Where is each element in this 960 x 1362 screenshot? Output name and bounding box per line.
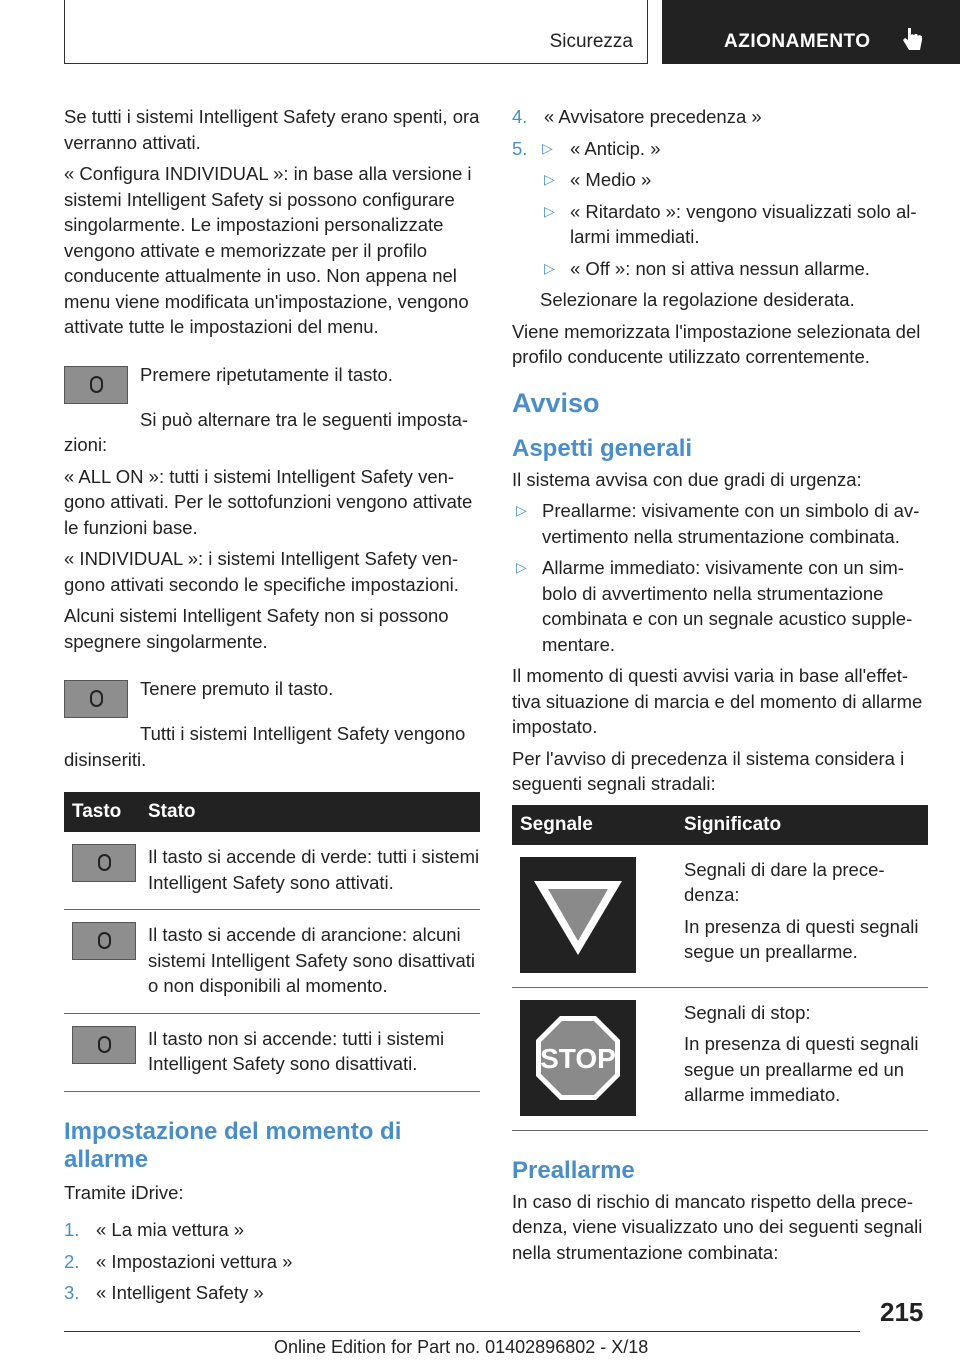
list-item: 4. « Avvisatore precedenza »	[512, 106, 762, 127]
list-item: ▷ « Ritardato »: vengono visualizzati solo allarmi immediati.	[540, 199, 928, 250]
paragraph: Il momento di questi avvisi varia in base all'effettiva situazione di marcia e del momento di allarme impostato.	[512, 665, 923, 737]
paragraph: « INDIVIDUAL »: i sistemi Intelligent Safety vengono attivati secondo le specifiche impostazioni.	[64, 548, 459, 595]
table-cell: Il tasto non si accende: tutti i sistemi Intelligent Safety sono disattivati.	[140, 1013, 480, 1091]
right-column	[512, 104, 928, 1265]
paragraph: Tutti i sistemi Intelligent Safety vengono disinseriti.	[64, 723, 466, 770]
option-list	[512, 167, 928, 281]
paragraph: Il sistema avvisa con due gradi di urgenza:	[512, 468, 862, 490]
list-item: 5. ▷ « Anticip. »	[512, 137, 661, 159]
table-cell: Il tasto si accende di arancione: alcuni sistemi Intelligent Safety sono disattivati o non disponibili al momento.	[140, 910, 480, 1014]
chapter-title: AZIONAMENTO	[724, 31, 871, 52]
list-item: 1. « La mia vettura »	[64, 1219, 245, 1240]
list-item: ▷ « Medio »	[540, 167, 928, 193]
paragraph: In caso di rischio di mancato rispetto della precedenza, viene visualizzato uno dei seguenti segnali nella strumentazione combinata:	[512, 1190, 923, 1263]
list-item: ▷ Preallarme: visivamente con un simbolo di avvertimento nella strumentazione combinata.	[512, 498, 928, 549]
paragraph: Alcuni sistemi Intelligent Safety non si possono spegnere singolarmente.	[64, 605, 449, 652]
paragraph: Viene memorizzata l'impostazione selezionata del profilo conducente utilizzato correntemente.	[512, 320, 921, 367]
instruction-text: Tenere premuto il tasto.	[140, 678, 334, 699]
subsection-heading: Aspetti generali	[512, 434, 693, 462]
status-table	[64, 792, 480, 1092]
page-number: 215	[880, 1297, 924, 1327]
sign-table	[512, 805, 928, 1131]
stop-sign-icon	[520, 1000, 636, 1116]
paragraph: « ALL ON »: tutti i sistemi Intelligent Safety vengono attivati. Per le sottofunzioni vengono attivate le funzioni base.	[64, 465, 473, 538]
step-list	[64, 1217, 480, 1306]
footer-edition: Online Edition for Part no. 01402896802 - X/18	[274, 1337, 649, 1357]
key-instruction	[64, 362, 480, 402]
header-section	[64, 0, 648, 64]
table-row	[64, 832, 480, 910]
subsection-heading: Preallarme	[512, 1156, 635, 1184]
section-heading: Impostazione del momento di allarme	[64, 1117, 402, 1173]
header-chapter	[662, 0, 960, 64]
paragraph: Se tutti i sistemi Intelligent Safety erano spenti, ora verranno attivati.	[64, 106, 480, 153]
table-header: Segnale	[512, 805, 676, 845]
hand-pointer-icon	[902, 26, 924, 52]
instruction-text: Premere ripetutamente il tasto.	[140, 363, 393, 385]
table-header: Tasto	[64, 792, 140, 832]
intelligent-safety-button-icon	[64, 366, 128, 404]
table-cell: Segnali di dare la precedenza: In presenza di questi segnali segue un preallarme.	[676, 845, 928, 988]
key-instruction	[64, 676, 480, 716]
urgency-list	[512, 498, 928, 657]
paragraph: Selezionare la regolazione desiderata.	[540, 289, 855, 310]
intelligent-safety-button-icon	[72, 1026, 136, 1064]
list-item: 3. « Intelligent Safety »	[64, 1282, 264, 1303]
list-item: ▷ « Off »: non si attiva nessun allarme.	[540, 256, 928, 282]
intelligent-safety-button-icon	[72, 922, 136, 960]
paragraph: Per l'avviso di precedenza il sistema considera i seguenti segnali stradali:	[512, 747, 905, 794]
table-row	[64, 1013, 480, 1091]
footer-divider	[64, 1331, 860, 1332]
table-header: Stato	[140, 792, 480, 832]
intelligent-safety-button-icon	[64, 680, 128, 718]
table-cell: Segnali di stop: In presenza di questi segnali segue un preallarme ed un allarme immediato.	[676, 987, 928, 1130]
paragraph: Tramite iDrive:	[64, 1181, 184, 1203]
section-heading: Avviso	[512, 387, 600, 418]
paragraph: Si può alternare tra le seguenti impostazioni:	[64, 408, 469, 455]
intelligent-safety-button-icon	[72, 844, 136, 882]
stop-sign-text: STOP	[540, 1042, 616, 1074]
table-row	[64, 910, 480, 1014]
table-cell: Il tasto si accende di verde: tutti i sistemi Intelligent Safety sono attivati.	[140, 832, 480, 910]
paragraph: « Configura INDIVIDUAL »: in base alla versione i sistemi Intelligent Safety si possono configurare singolarmente. Le impostazioni personalizzate vengono attivate e memorizzate per il profilo conducente attualmente in uso. Non appena nel menu viene modificata un'impostazione, vengono attivate tutte le impostazioni del menu.	[64, 163, 472, 337]
table-row	[512, 987, 928, 1130]
list-item: ▷ Allarme immediato: visivamente con un simbolo di avvertimento nella strumentazione combinata e con un segnale acustico supplementare.	[512, 555, 928, 657]
table-row	[512, 845, 928, 988]
section-title: Sicurezza	[549, 31, 633, 52]
step-list	[512, 104, 928, 161]
left-column	[64, 104, 480, 1312]
list-item: 2. « Impostazioni vettura »	[64, 1250, 293, 1272]
table-header: Significato	[676, 805, 928, 845]
yield-sign-icon	[520, 857, 636, 973]
